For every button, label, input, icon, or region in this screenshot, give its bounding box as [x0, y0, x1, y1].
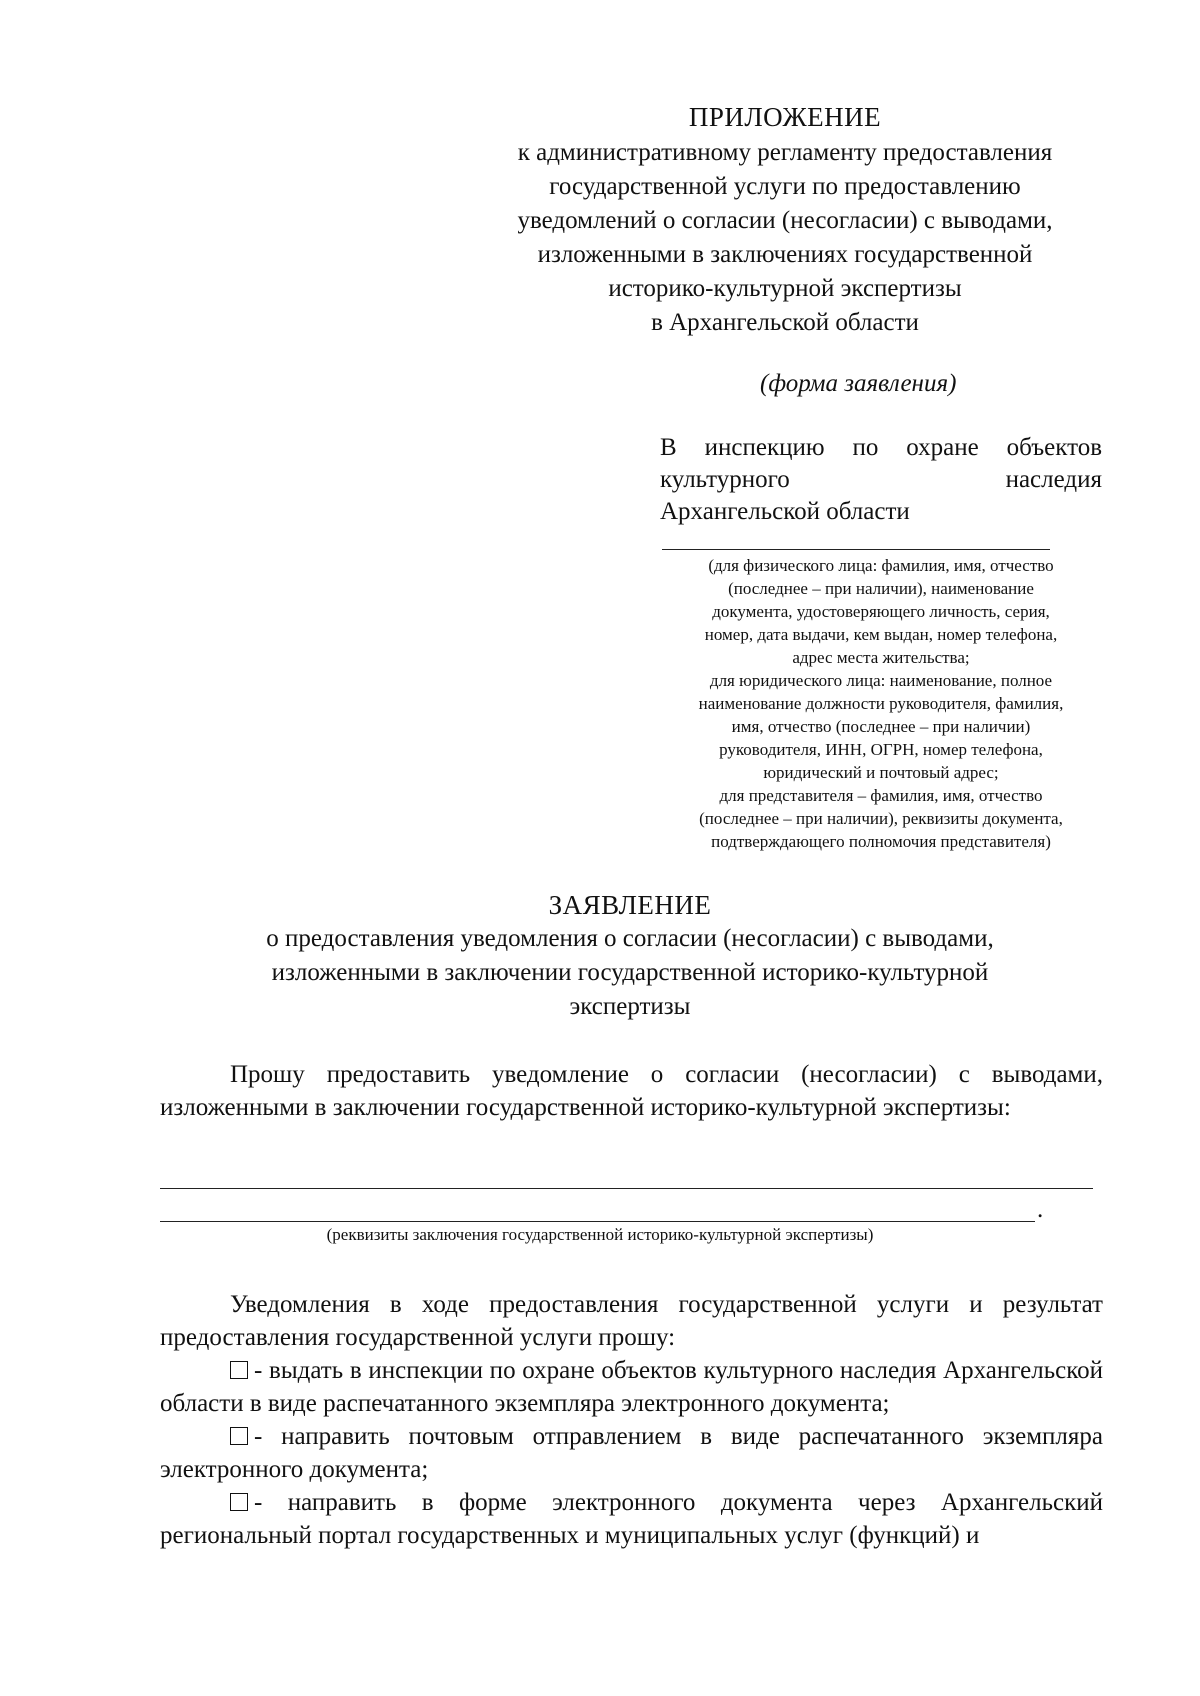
instruction-line: для представителя – фамилия, имя, отчество — [719, 786, 1043, 805]
addressee-line: В инспекцию по охране объектов — [660, 434, 1102, 461]
application-subtitle-line: изложенными в заключении государственной историко-культурной — [271, 959, 989, 986]
checkbox-pickup[interactable] — [230, 1361, 248, 1379]
form-type-note: (форма заявления) — [760, 370, 957, 397]
option-label: - направить почтовым отправлением в виде распечатанного экземпляра электронного документа; — [160, 1423, 1103, 1483]
appendix-line: в Архангельской области — [651, 309, 919, 336]
appendix-line: изложенными в заключениях государственной — [537, 241, 1033, 268]
checkbox-mail[interactable] — [230, 1427, 248, 1445]
notice-text: Уведомления в ходе предоставления государственной услуги и результат предоставления государственной услуги прошу: — [160, 1291, 1103, 1351]
instruction-line: руководителя, ИНН, ОГРН, номер телефона, — [719, 740, 1043, 759]
instruction-line: подтверждающего полномочия представителя) — [711, 832, 1051, 851]
addressee-block — [660, 432, 1102, 528]
applicant-instructions — [656, 554, 1106, 853]
appendix-line: государственной услуги по предоставлению — [549, 173, 1021, 200]
instruction-line: (последнее – при наличии), наименование — [728, 579, 1034, 598]
application-subtitle-line: экспертизы — [569, 993, 691, 1020]
instruction-line: (последнее – при наличии), реквизиты документа, — [699, 809, 1063, 828]
details-caption: (реквизиты заключения государственной историко-культурной экспертизы) — [326, 1225, 874, 1244]
application-heading: ЗАЯВЛЕНИЕ — [548, 890, 712, 920]
instruction-line: наименование должности руководителя, фамилия, — [698, 694, 1064, 713]
instruction-line: имя, отчество (последнее – при наличии) — [731, 717, 1031, 736]
option-pickup — [160, 1354, 1103, 1420]
option-mail — [160, 1420, 1103, 1486]
checkbox-portal[interactable] — [230, 1493, 248, 1511]
request-paragraph — [160, 1058, 1103, 1124]
instruction-line: документа, удостоверяющего личность, серия, — [712, 602, 1050, 621]
details-fill-line[interactable] — [160, 1188, 1093, 1189]
appendix-heading: ПРИЛОЖЕНИЕ — [688, 102, 882, 132]
application-title — [130, 888, 1130, 1024]
appendix-header — [470, 100, 1100, 340]
appendix-line: к административному регламенту предоставления — [517, 139, 1053, 166]
instruction-line: адрес места жительства; — [792, 648, 970, 667]
details-fill-line[interactable] — [160, 1221, 1035, 1222]
request-text: Прошу предоставить уведомление о согласии (несогласии) с выводами, изложенными в заключении государственной историко-культурной экспертизы: — [160, 1061, 1103, 1121]
addressee-line: культурного наследия — [660, 466, 1102, 493]
option-portal — [160, 1486, 1103, 1552]
option-label: - выдать в инспекции по охране объектов культурного наследия Архангельской области в виде распечатанного экземпляра электронного документа; — [160, 1357, 1103, 1417]
instruction-line: для юридического лица: наименование, полное — [709, 671, 1053, 690]
instruction-line: юридический и почтовый адрес; — [763, 763, 999, 782]
applicant-fill-line[interactable] — [662, 549, 1050, 550]
application-subtitle-line: о предоставления уведомления о согласии (несогласии) с выводами, — [266, 925, 994, 952]
instruction-line: (для физического лица: фамилия, имя, отчество — [708, 556, 1054, 575]
notice-section — [160, 1288, 1103, 1552]
option-label: - направить в форме электронного документа через Архангельский региональный портал государственных и муниципальных услуг (функций) и — [160, 1489, 1103, 1549]
appendix-line: уведомлений о согласии (несогласии) с выводами, — [517, 207, 1053, 234]
instruction-line: номер, дата выдачи, кем выдан, номер телефона, — [704, 625, 1058, 644]
appendix-line: историко-культурной экспертизы — [608, 275, 962, 302]
period-mark: . — [1037, 1196, 1044, 1223]
addressee-line: Архангельской области — [660, 498, 910, 525]
